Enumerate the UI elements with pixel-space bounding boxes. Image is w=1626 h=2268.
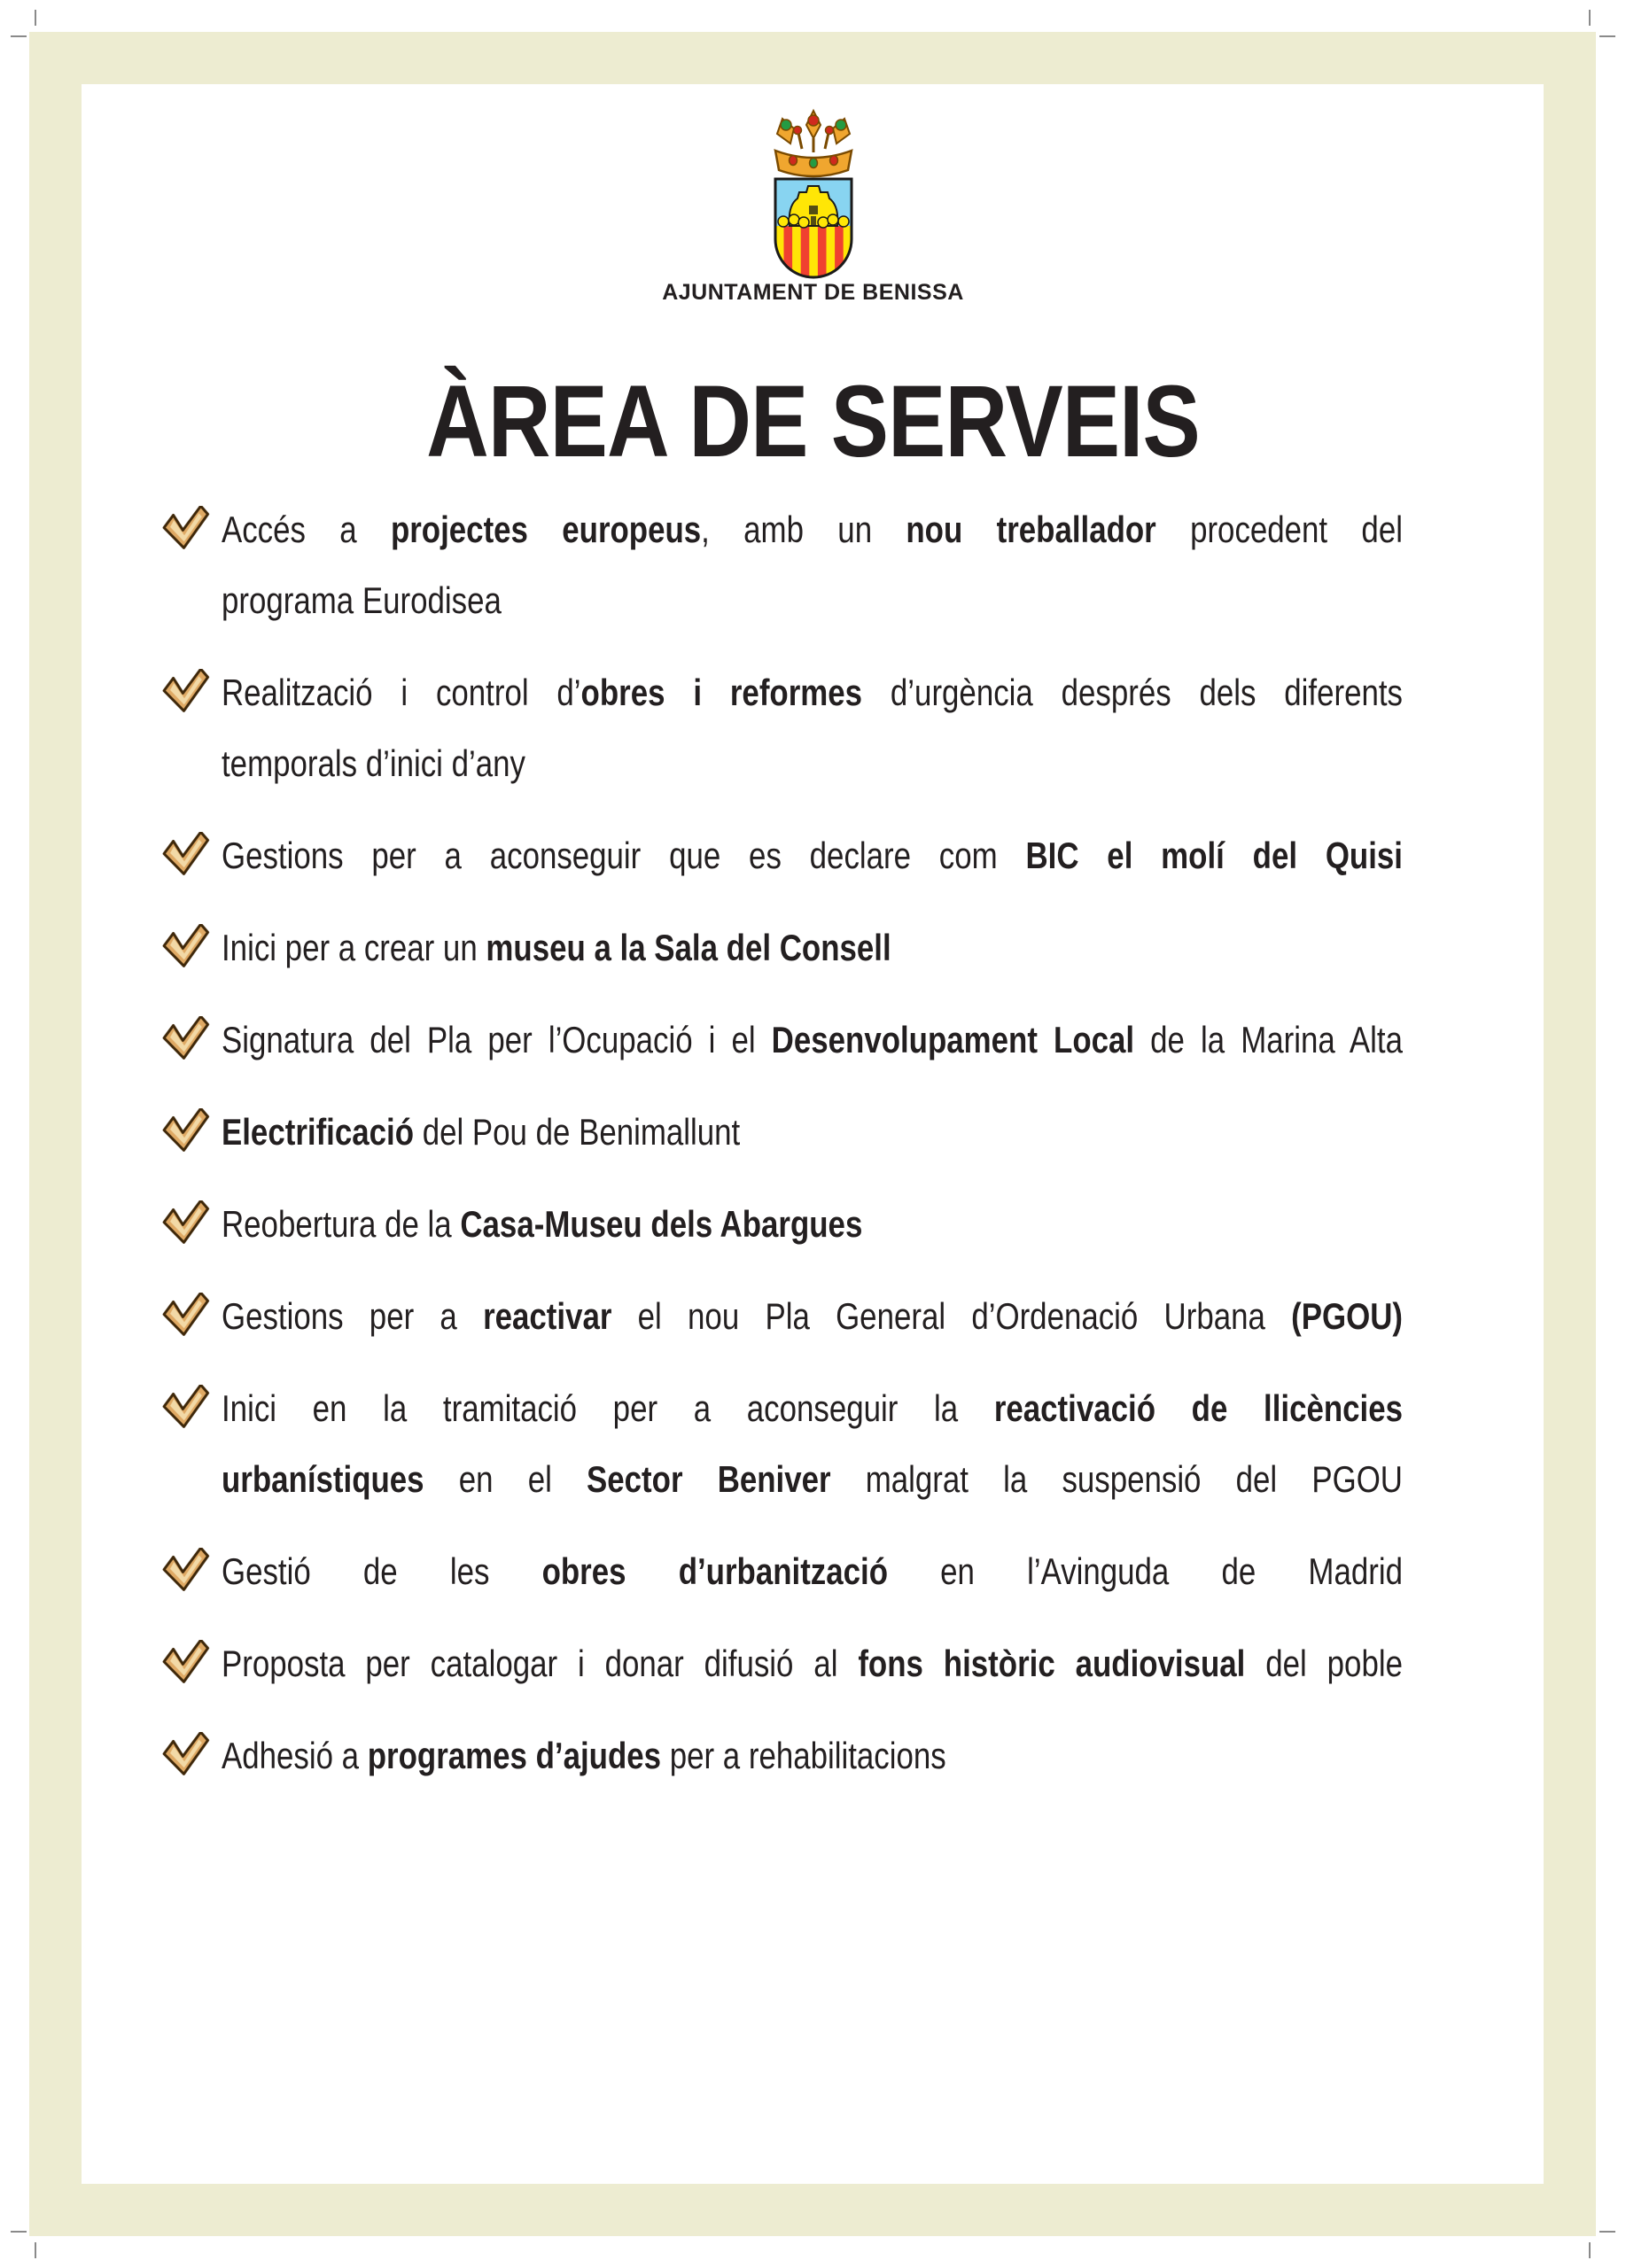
check-icon: [159, 1016, 213, 1060]
check-icon: [159, 506, 213, 550]
bold-text: museu a la Sala del Consell: [486, 927, 891, 968]
list-item-line: [222, 1373, 1403, 1444]
bold-text: urbanístiques: [222, 1458, 424, 1500]
list-item: [222, 1189, 1403, 1260]
list-item-line: [222, 1444, 1403, 1515]
list-item: [222, 1097, 1403, 1168]
text: del poble: [1245, 1643, 1403, 1684]
text: Inici en la tramitació per a aconseguir la: [222, 1387, 994, 1429]
check-icon: [159, 1640, 213, 1684]
crop-mark: [35, 2242, 36, 2258]
check-icon: [159, 1385, 213, 1429]
check-icon: [159, 1200, 213, 1245]
bold-text: Sector Beniver: [587, 1458, 831, 1500]
benissa-coat-of-arms: [738, 106, 889, 297]
bold-text: Casa-Museu dels Abargues: [460, 1203, 863, 1245]
text: programa Eurodisea: [222, 579, 502, 621]
text: per a rehabilitacions: [661, 1735, 946, 1776]
crop-mark: [11, 35, 27, 37]
check-icon: [159, 924, 213, 968]
check-icon: [159, 1108, 213, 1153]
list-item-line: [222, 1628, 1403, 1699]
bold-text: fons històric audiovisual: [858, 1643, 1246, 1684]
services-list: [222, 494, 1403, 1791]
list-item: [222, 1628, 1403, 1699]
text: Accés a: [222, 509, 391, 550]
crown-icon: [775, 111, 852, 176]
text: malgrat la suspensió del PGOU: [830, 1458, 1403, 1500]
text: en el: [424, 1458, 587, 1500]
text: Adhesió a: [222, 1735, 368, 1776]
bold-text: nou treballador: [906, 509, 1156, 550]
crop-mark: [11, 2231, 27, 2233]
crop-mark: [1599, 35, 1615, 37]
bold-text: Electrificació: [222, 1111, 415, 1153]
crop-mark: [1589, 2242, 1591, 2258]
text: d’urgència després dels diferents: [862, 672, 1403, 713]
list-item: [222, 913, 1403, 983]
check-icon: [159, 832, 213, 876]
list-item-line: [222, 494, 1403, 565]
list-item-line: [222, 913, 1403, 983]
list-item-line: [222, 1281, 1403, 1352]
page-title: ÀREA DE SERVEIS: [426, 365, 1200, 478]
bold-text: BIC el molí del Quisi: [1025, 835, 1403, 876]
list-item: [222, 657, 1403, 799]
list-item-line: [222, 728, 1403, 799]
list-item-line: [222, 1005, 1403, 1076]
list-item: [222, 820, 1403, 891]
check-icon: [159, 1732, 213, 1776]
crop-mark: [1599, 2231, 1615, 2233]
bold-text: obres d’urbanització: [541, 1550, 888, 1592]
text: temporals d’inici d’any: [222, 742, 525, 784]
list-item: [222, 1373, 1403, 1515]
bold-text: reactivar: [483, 1295, 612, 1337]
text: Proposta per catalogar i donar difusió al: [222, 1643, 859, 1684]
crop-mark: [35, 10, 36, 26]
list-item-line: [222, 1189, 1403, 1260]
text: Inici per a crear un: [222, 927, 486, 968]
bold-text: reactivació de llicències: [993, 1387, 1403, 1429]
text: , amb un: [701, 509, 906, 550]
bold-text: Desenvolupament Local: [771, 1019, 1135, 1060]
text: Reobertura de la: [222, 1203, 461, 1245]
list-item: [222, 1281, 1403, 1352]
list-item-line: [222, 1536, 1403, 1607]
bold-text: (PGOU): [1291, 1295, 1403, 1337]
text: Gestions per a: [222, 1295, 484, 1337]
org-name: AJUNTAMENT DE BENISSA: [662, 280, 964, 305]
list-item: [222, 1720, 1403, 1791]
text: Gestió de les: [222, 1550, 542, 1592]
bold-text: programes d’ajudes: [367, 1735, 662, 1776]
text: del Pou de Benimallunt: [414, 1111, 741, 1153]
list-item-line: [222, 820, 1403, 891]
text: el nou Pla General d’Ordenació Urbana: [611, 1295, 1292, 1337]
text: Realització i control d’: [222, 672, 581, 713]
shield-icon: [775, 179, 852, 295]
check-icon: [159, 1548, 213, 1592]
list-item-line: [222, 657, 1403, 728]
list-item-line: [222, 565, 1403, 636]
text: procedent del: [1155, 509, 1403, 550]
text: Signatura del Pla per l’Ocupació i el: [222, 1019, 772, 1060]
check-icon: [159, 669, 213, 713]
list-item: [222, 1536, 1403, 1607]
crop-mark: [1589, 10, 1591, 26]
bold-text: projectes europeus: [390, 509, 702, 550]
list-item: [222, 494, 1403, 636]
check-icon: [159, 1293, 213, 1337]
list-item-line: [222, 1097, 1403, 1168]
text: de la Marina Alta: [1134, 1019, 1403, 1060]
text: Gestions per a aconseguir que es declare com: [222, 835, 1026, 876]
list-item-line: [222, 1720, 1403, 1791]
list-item: [222, 1005, 1403, 1076]
bold-text: obres i reformes: [580, 672, 863, 713]
text: en l’Avinguda de Madrid: [887, 1550, 1403, 1592]
